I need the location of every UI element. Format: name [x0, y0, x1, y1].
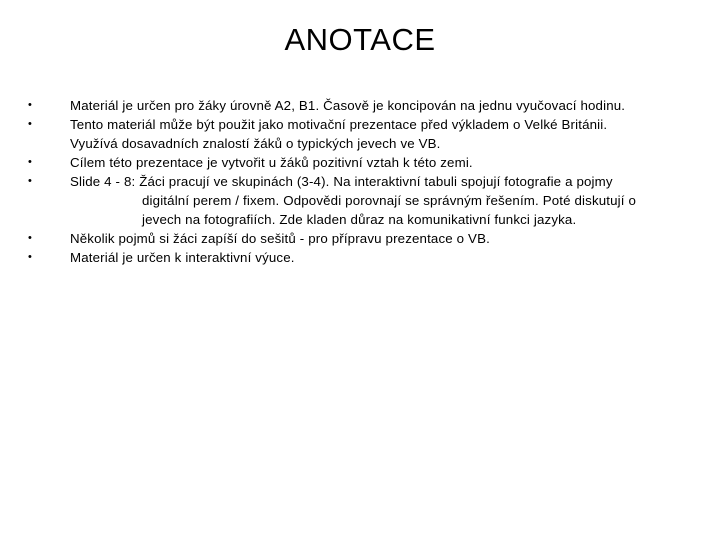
bullet-text: [70, 248, 688, 267]
bullet-line: Tento materiál může být použit jako motivační prezentace před výkladem o Velké Británii.: [70, 117, 608, 132]
bullet-dot-icon: •: [28, 118, 33, 130]
bullet-text: [70, 96, 688, 115]
bullet-dot-icon: •: [28, 156, 33, 168]
bullet-dot-icon: •: [28, 251, 33, 263]
bullet-item-motivation: [28, 115, 688, 153]
bullet-text: [70, 229, 688, 248]
bullet-text: [70, 172, 688, 229]
bullet-line: Materiál je určen k interaktivní výuce.: [70, 250, 295, 265]
bullet-item-goal: [28, 153, 688, 172]
bullet-line: Slide 4 - 8: Žáci pracují ve skupinách (3-4). Na interaktivní tabuli spojují fotografie a pojmy: [70, 174, 613, 189]
slide-title: ANOTACE: [284, 22, 436, 57]
bullet-dot-icon: •: [28, 175, 33, 187]
bullet-line: Využívá dosavadních znalostí žáků o typických jevech ve VB.: [70, 136, 441, 151]
bullet-dot-icon: •: [28, 99, 33, 111]
bullet-item-slides-activity: [28, 172, 688, 229]
bullet-line: Materiál je určen pro žáky úrovně A2, B1. Časově je koncipován na jednu vyučovací hodinu.: [70, 98, 626, 113]
bullet-item-interactive: [28, 248, 688, 267]
bullet-line: jevech na fotografiích. Zde kladen důraz na komunikativní funkci jazyka.: [142, 212, 577, 227]
bullet-item-notebook: [28, 229, 688, 248]
bullet-text: [70, 153, 688, 172]
bullet-dot-icon: •: [28, 232, 33, 244]
bullet-line: Cílem této prezentace je vytvořit u žáků pozitivní vztah k této zemi.: [70, 155, 473, 170]
bullet-line: digitální perem / fixem. Odpovědi porovnají se správným řešením. Poté diskutují o: [142, 193, 637, 208]
bullet-item-level-description: [28, 96, 688, 115]
bullet-line: Několik pojmů si žáci zapíší do sešitů - pro přípravu prezentace o VB.: [70, 231, 490, 246]
annotation-bullet-list: [28, 96, 688, 267]
bullet-text: [70, 115, 688, 153]
